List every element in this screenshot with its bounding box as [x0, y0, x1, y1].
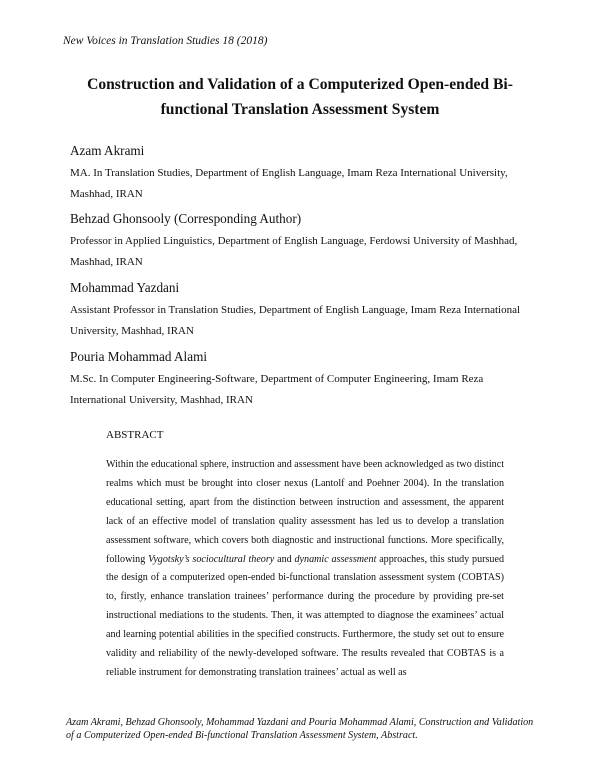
abstract-body: [106, 456, 504, 683]
author-block: [70, 348, 540, 410]
author-affiliation: Professor in Applied Linguistics, Department of English Language, Ferdowsi University of Mashhad, Mashhad, IRAN: [70, 235, 518, 268]
abstract-section: [106, 426, 504, 683]
author-name: Behzad Ghonsooly (Corresponding Author): [70, 211, 302, 226]
author-block: [70, 210, 540, 272]
paper-title: Construction and Validation of a Computerized Open-ended Bi-functional Translation Assessment System: [87, 76, 513, 118]
abstract-text: and: [274, 553, 295, 565]
author-block: [70, 279, 540, 341]
journal-header: New Voices in Translation Studies 18 (2018): [63, 35, 268, 47]
abstract-italic-term: Vygotsky’s sociocultural theory: [148, 553, 275, 565]
abstract-heading: ABSTRACT: [106, 429, 164, 441]
abstract-text: approaches, this study pursued the design of a computerized open-ended bi-functional translation assessment system (COBTAS) to, firstly, enhance translation trainees’ performance during the procedure by providing pre-set instructional mediations to the students. Then, it was attempted to diagnose the examinees’ actual and learning potential abilities in the specified constructs. Furthermore, the study set out to ensure validity and reliability of the newly-developed software. The results revealed that COBTAS is a reliable instrument for demonstrating translation trainees’ actual as well as: [106, 553, 504, 678]
author-affiliation: M.Sc. In Computer Engineering-Software, Department of Computer Engineering, Imam Reza International University, Mashhad, IRAN: [70, 373, 484, 406]
author-name: Azam Akrami: [70, 143, 145, 158]
author-block: [70, 142, 540, 204]
author-affiliation: Assistant Professor in Translation Studies, Department of English Language, Imam Reza International University, Mashhad, IRAN: [70, 304, 521, 337]
author-name: Pouria Mohammad Alami: [70, 349, 207, 364]
citation-footer: Azam Akrami, Behzad Ghonsooly, Mohammad Yazdani and Pouria Mohammad Alami, Construction and Validation of a Computerized Open-ended Bi-functional Translation Assessment System, Abstract.: [66, 717, 534, 742]
abstract-italic-term: dynamic assessment: [294, 553, 377, 565]
author-name: Mohammad Yazdani: [70, 280, 180, 295]
abstract-text: Within the educational sphere, instruction and assessment have been acknowledged as two distinct realms which must be brought into closer nexus (Lantolf and Poehner 2004). In the translation educational setting, apart from the distinction between instruction and assessment, the apparent lack of an effective model of translation quality assessment has led us to develop a translation assessment software, which covers both diagnostic and instructional functions. More specifically, following: [106, 459, 504, 565]
author-affiliation: MA. In Translation Studies, Department of English Language, Imam Reza International University, Mashhad, IRAN: [70, 167, 508, 200]
